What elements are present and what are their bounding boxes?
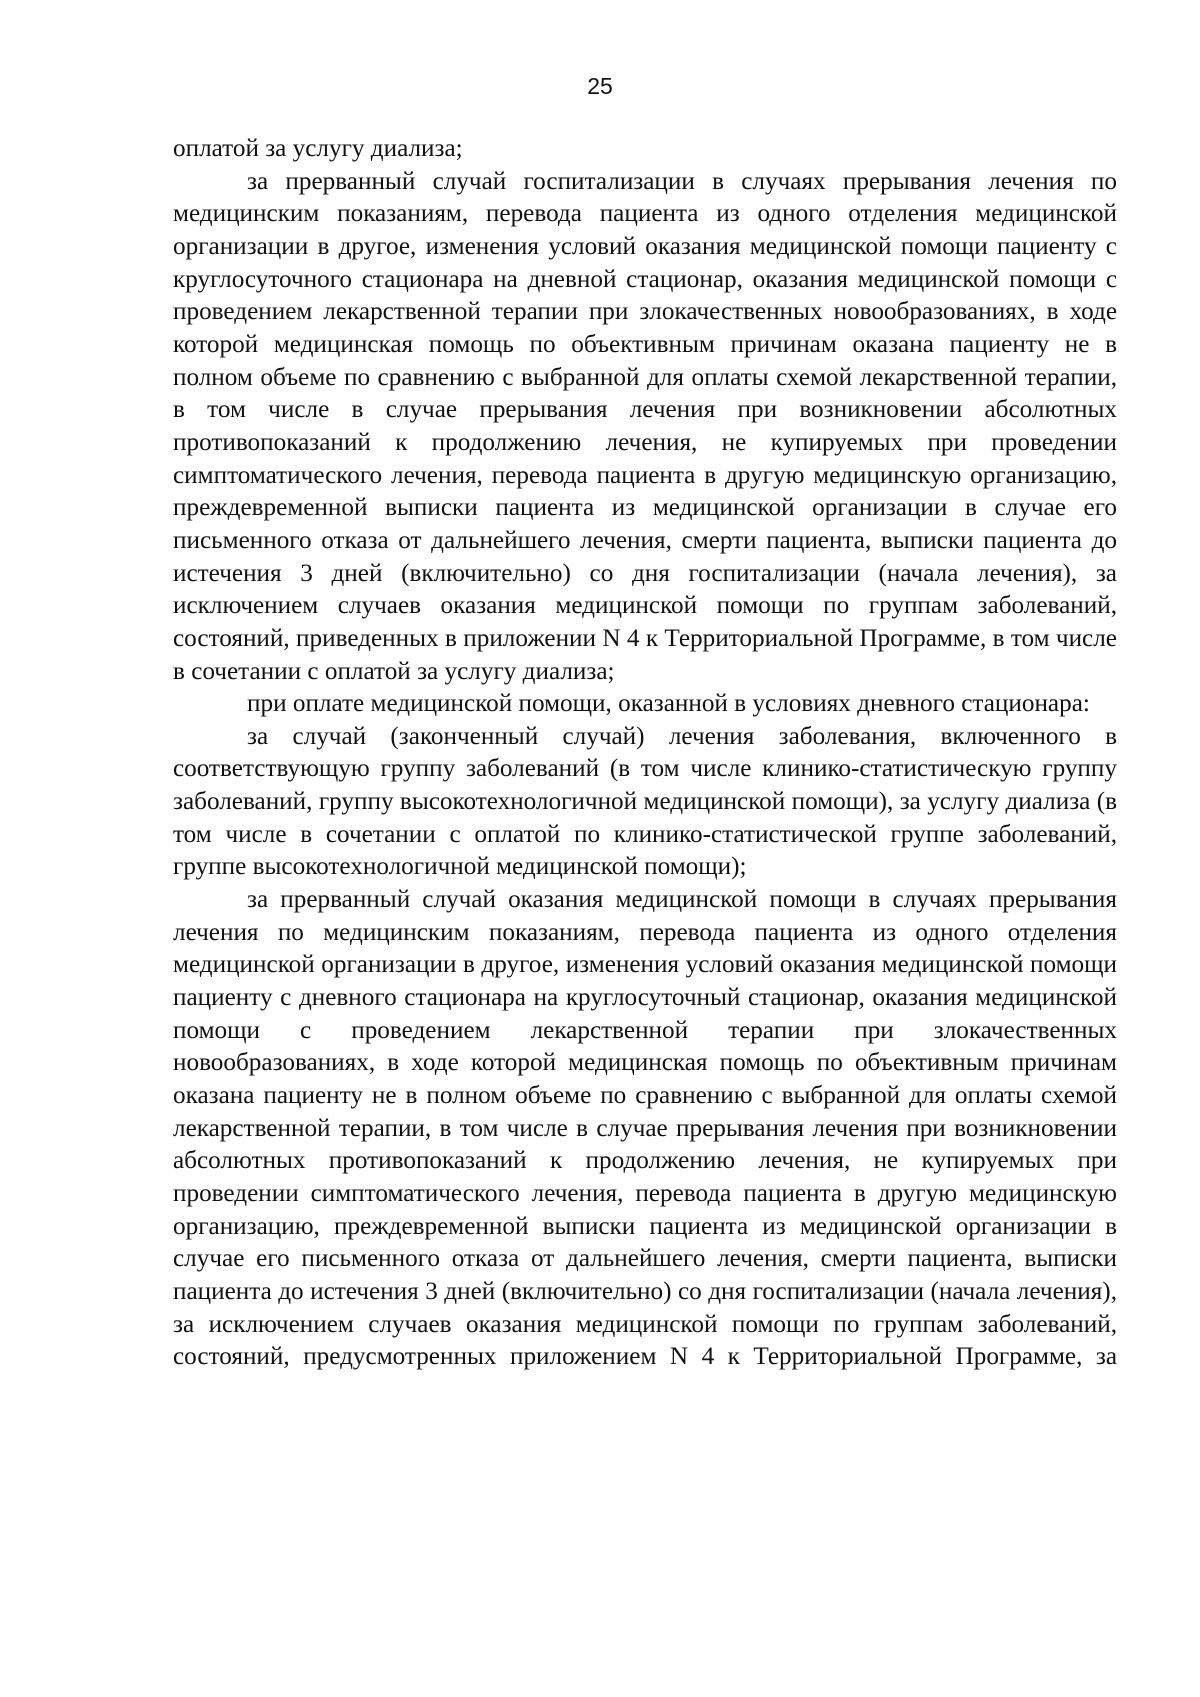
paragraph-interrupted-case: за прерванный случай оказания медицинской помощи в случаях прерывания лечения по медицинским показаниям, перевода пациента из одного отделения медицинской организации в другое, изменения условий оказания медицинской помощи пациенту с дневного стационара на круглосуточный стационар, оказания медицинской помощи с проведением лекарственной терапии при злокачественных новообразованиях, в ходе которой медицинская помощь по объективным причинам оказана пациенту не в полном объеме по сравнению с выбранной для оплаты схемой лекарственной терапии, в том числе в случае прерывания лечения при возникновении абсолютных противопоказаний к продолжению лечения, не купируемых при проведении симптоматического лечения, перевода пациента в другую медицинскую организацию, преждевременной выписки пациента из медицинской организации в случае его письменного отказа от дальнейшего лечения, смерти пациента, выписки пациента до истечения 3 дней (включительно) со дня госпитализации (начала лечения), за исключением случаев оказания медицинской помощи по группам заболеваний, состояний, предусмотренных приложением N 4 к Территориальной Программе, за	[173, 886, 1117, 1371]
paragraph-day-hospital-payment: при оплате медицинской помощи, оказанной в условиях дневного стационара:	[247, 690, 1090, 718]
paragraph-continuation: оплатой за услугу диализа;	[173, 135, 463, 162]
page-number: 25	[587, 73, 613, 99]
document-body	[173, 133, 1117, 1374]
paragraph-completed-case: за случай (законченный случай) лечения заболевания, включенного в соответствующую группу заболеваний (в том числе клинико-статистическую группу заболеваний, группу высокотехнологичной медицинской помощи), за услугу диализа (в том числе в сочетании с оплатой по клинико-статистической группе заболеваний, группе высокотехнологичной медицинской помощи);	[173, 722, 1117, 881]
paragraph-interrupted-hospitalization: за прерванный случай госпитализации в случаях прерывания лечения по медицинским показаниям, перевода пациента из одного отделения медицинской организации в другое, изменения условий оказания медицинской помощи пациенту с круглосуточного стационара на дневной стационар, оказания медицинской помощи с проведением лекарственной терапии при злокачественных новообразованиях, в ходе которой медицинская помощь по объективным причинам оказана пациенту не в полном объеме по сравнению с выбранной для оплаты схемой лекарственной терапии, в том числе в случае прерывания лечения при возникновении абсолютных противопоказаний к продолжению лечения, не купируемых при проведении симптоматического лечения, перевода пациента в другую медицинскую организацию, преждевременной выписки пациента из медицинской организации в случае его письменного отказа от дальнейшего лечения, смерти пациента, выписки пациента до истечения 3 дней (включительно) со дня госпитализации (начала лечения), за исключением случаев оказания медицинской помощи по группам заболеваний, состояний, приведенных в приложении N 4 к Территориальной Программе, в том числе в сочетании с оплатой за услугу диализа;	[173, 167, 1117, 685]
